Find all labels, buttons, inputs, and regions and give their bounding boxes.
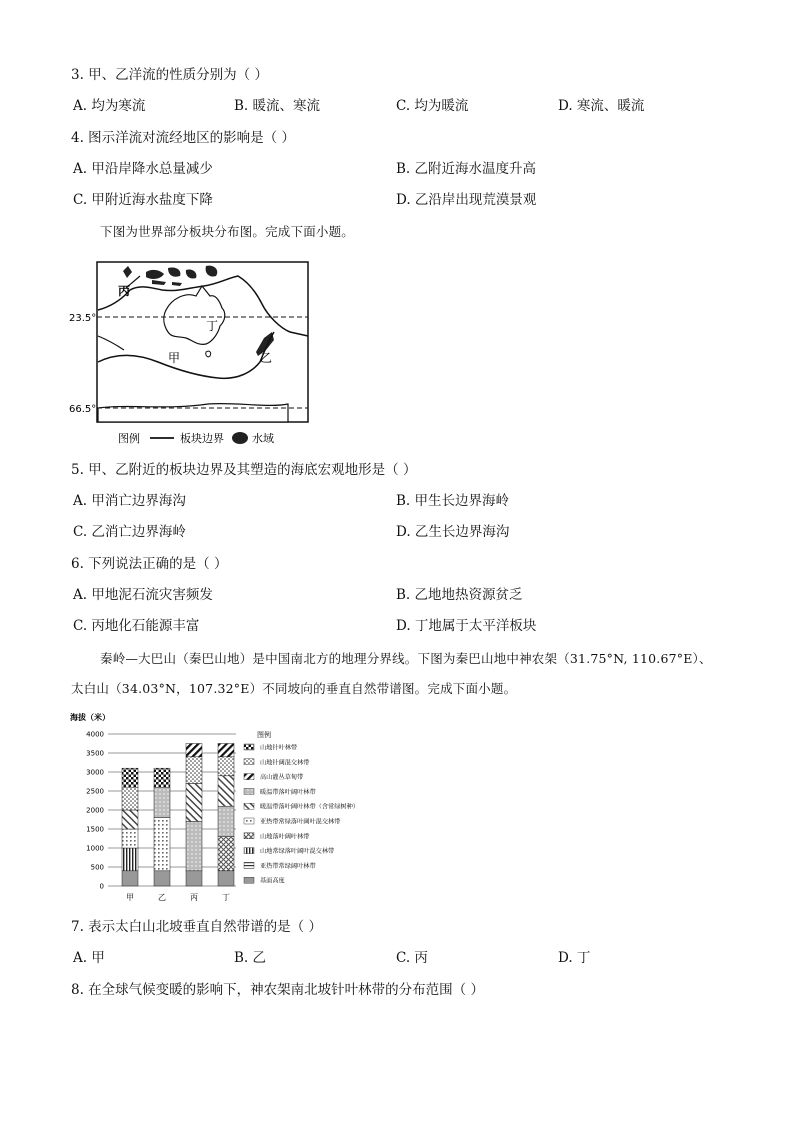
plate-map-figure	[68, 258, 318, 448]
question-7-option-a[interactable]: A. 甲	[73, 950, 105, 966]
bar-3-segment-5	[186, 744, 202, 757]
question-3-option-c[interactable]: C. 均为暖流	[396, 98, 469, 114]
bar-1-segment-2	[122, 848, 138, 871]
legend-label-10: 基面高度	[260, 877, 285, 885]
legend-label-1: 山地针叶林带	[260, 744, 298, 752]
qinling-passage-line-1: 秦岭—大巴山（秦巴山地）是中国南北方的地理分界线。下图为秦巴山地中神农架（31.75°N, 110.67°E）、	[100, 651, 712, 666]
bar-3-segment-1	[186, 871, 202, 886]
bar-3-segment-4	[186, 757, 202, 784]
legend-swatch-4	[244, 788, 254, 794]
label-ding: 丁	[206, 319, 219, 333]
question-3-option-a[interactable]: A. 均为寒流	[73, 98, 146, 114]
bar-4-segment-4	[218, 776, 234, 806]
x-category-label: 甲	[126, 893, 134, 902]
bar-3-segment-2	[186, 821, 202, 870]
legend-label-4: 暖温带落叶阔叶林带	[260, 788, 316, 796]
x-category-label: 乙	[158, 893, 166, 902]
legend-title: 图例	[118, 432, 140, 445]
y-tick-label-3500: 3500	[86, 749, 104, 758]
chart-legend-title: 图例	[257, 731, 271, 739]
bar-2-segment-3	[154, 787, 170, 817]
legend-swatch-1	[244, 744, 254, 750]
bar-1-segment-6	[122, 768, 138, 787]
question-7-option-c[interactable]: C. 丙	[396, 950, 428, 966]
lat-label-23-5: 23.5°	[69, 313, 97, 324]
question-3-stem: 3. 甲、乙洋流的性质分别为（ ）	[71, 67, 268, 83]
bar-2-segment-1	[154, 871, 170, 886]
legend-label-5: 暖温带落叶阔叶林带（含常绿树种）	[260, 803, 359, 811]
question-6-option-b[interactable]: B. 乙地地热资源贫乏	[396, 587, 523, 603]
legend-swatch-8	[244, 848, 254, 854]
question-4-option-c[interactable]: C. 甲附近海水盐度下降	[73, 192, 213, 208]
x-category-label: 丙	[190, 893, 198, 902]
bar-4-segment-3	[218, 806, 234, 836]
legend-label-7: 山地落叶阔叶林带	[260, 833, 310, 841]
bar-2-segment-4	[154, 768, 170, 787]
question-5-option-d[interactable]: D. 乙生长边界海沟	[396, 524, 510, 540]
x-category-label: 丁	[222, 893, 230, 902]
bar-4-segment-6	[218, 744, 234, 757]
y-tick-label-1000: 1000	[86, 844, 104, 853]
question-6-option-a[interactable]: A. 甲地泥石流灾害频发	[73, 587, 213, 603]
legend-water-label: 水域	[252, 432, 274, 445]
question-7-option-b[interactable]: B. 乙	[234, 950, 267, 966]
bar-1-segment-1	[122, 871, 138, 886]
question-6-stem: 6. 下列说法正确的是（ ）	[71, 556, 228, 572]
y-tick-label-0: 0	[99, 882, 104, 891]
y-tick-label-1500: 1500	[86, 825, 104, 834]
legend-label-3: 高山灌丛草甸带	[260, 774, 304, 782]
legend-label-6: 亚热带常绿落叶阔叶混交林带	[260, 818, 341, 826]
question-8-stem: 8. 在全球气候变暖的影响下，神农架南北坡针叶林带的分布范围（ ）	[71, 982, 484, 998]
question-4-option-a[interactable]: A. 甲沿岸降水总量减少	[73, 161, 213, 177]
bar-4-segment-5	[218, 757, 234, 776]
question-6-option-d[interactable]: D. 丁地属于太平洋板块	[396, 618, 537, 634]
question-3-option-b[interactable]: B. 暖流、寒流	[234, 98, 321, 114]
legend-swatch-2	[244, 759, 254, 765]
legend-swatch-7	[244, 833, 254, 839]
bar-4-segment-1	[218, 871, 234, 886]
legend-swatch-5	[244, 803, 254, 809]
y-tick-label-500: 500	[90, 863, 104, 872]
question-5-option-c[interactable]: C. 乙消亡边界海岭	[73, 524, 186, 540]
bar-3-segment-3	[186, 783, 202, 821]
chart-y-axis-title: 海拔（米）	[70, 713, 110, 722]
legend-label-9: 亚热带常绿阔叶林带	[260, 862, 316, 870]
question-6-option-c[interactable]: C. 丙地化石能源丰富	[73, 618, 200, 634]
legend-label-8: 山地常绿落叶阔叶混交林带	[260, 848, 335, 856]
y-tick-label-4000: 4000	[86, 730, 104, 739]
legend-swatch-3	[244, 774, 254, 780]
question-4-option-b[interactable]: B. 乙附近海水温度升高	[396, 161, 537, 177]
antarctica-coast	[98, 404, 288, 422]
bar-1-segment-4	[122, 810, 138, 829]
legend-label-2: 山地针阔混交林带	[260, 759, 310, 767]
bar-4-segment-2	[218, 837, 234, 871]
question-4-stem: 4. 图示洋流对流经地区的影响是（ ）	[71, 130, 295, 146]
legend-boundary-label: 板块边界	[180, 432, 224, 445]
vertical-zonation-chart	[66, 712, 396, 904]
bar-1-segment-5	[122, 787, 138, 810]
question-4-option-d[interactable]: D. 乙沿岸出现荒漠景观	[396, 192, 537, 208]
question-5-option-a[interactable]: A. 甲消亡边界海沟	[73, 493, 186, 509]
bar-1-segment-3	[122, 829, 138, 848]
tasmania	[206, 351, 211, 357]
question-5-option-b[interactable]: B. 甲生长边界海岭	[396, 493, 510, 509]
legend-swatch-9	[244, 862, 254, 868]
lat-label-66-5: 66.5°	[69, 404, 97, 415]
question-7-option-d[interactable]: D. 丁	[558, 950, 591, 966]
label-bing: 丙	[118, 284, 131, 298]
label-jia: 甲	[168, 351, 181, 365]
legend-swatch-6	[244, 818, 254, 824]
y-tick-label-2000: 2000	[86, 806, 104, 815]
question-5-stem: 5. 甲、乙附近的板块边界及其塑造的海底宏观地形是（ ）	[71, 462, 417, 478]
bar-2-segment-2	[154, 818, 170, 871]
qinling-passage-line-2: 太白山（34.03°N，107.32°E）不同坡向的垂直自然带谱图。完成下面小题。	[71, 681, 517, 696]
y-tick-label-3000: 3000	[86, 768, 104, 777]
plate-map-intro: 下图为世界部分板块分布图。完成下面小题。	[100, 224, 355, 239]
legend-swatch-10	[244, 877, 254, 883]
question-3-option-d[interactable]: D. 寒流、暖流	[558, 98, 645, 114]
y-tick-label-2500: 2500	[86, 787, 104, 796]
legend-water-symbol	[232, 432, 248, 444]
question-7-stem: 7. 表示太白山北坡垂直自然带谱的是（ ）	[71, 919, 322, 935]
label-yi: 乙	[260, 351, 273, 365]
